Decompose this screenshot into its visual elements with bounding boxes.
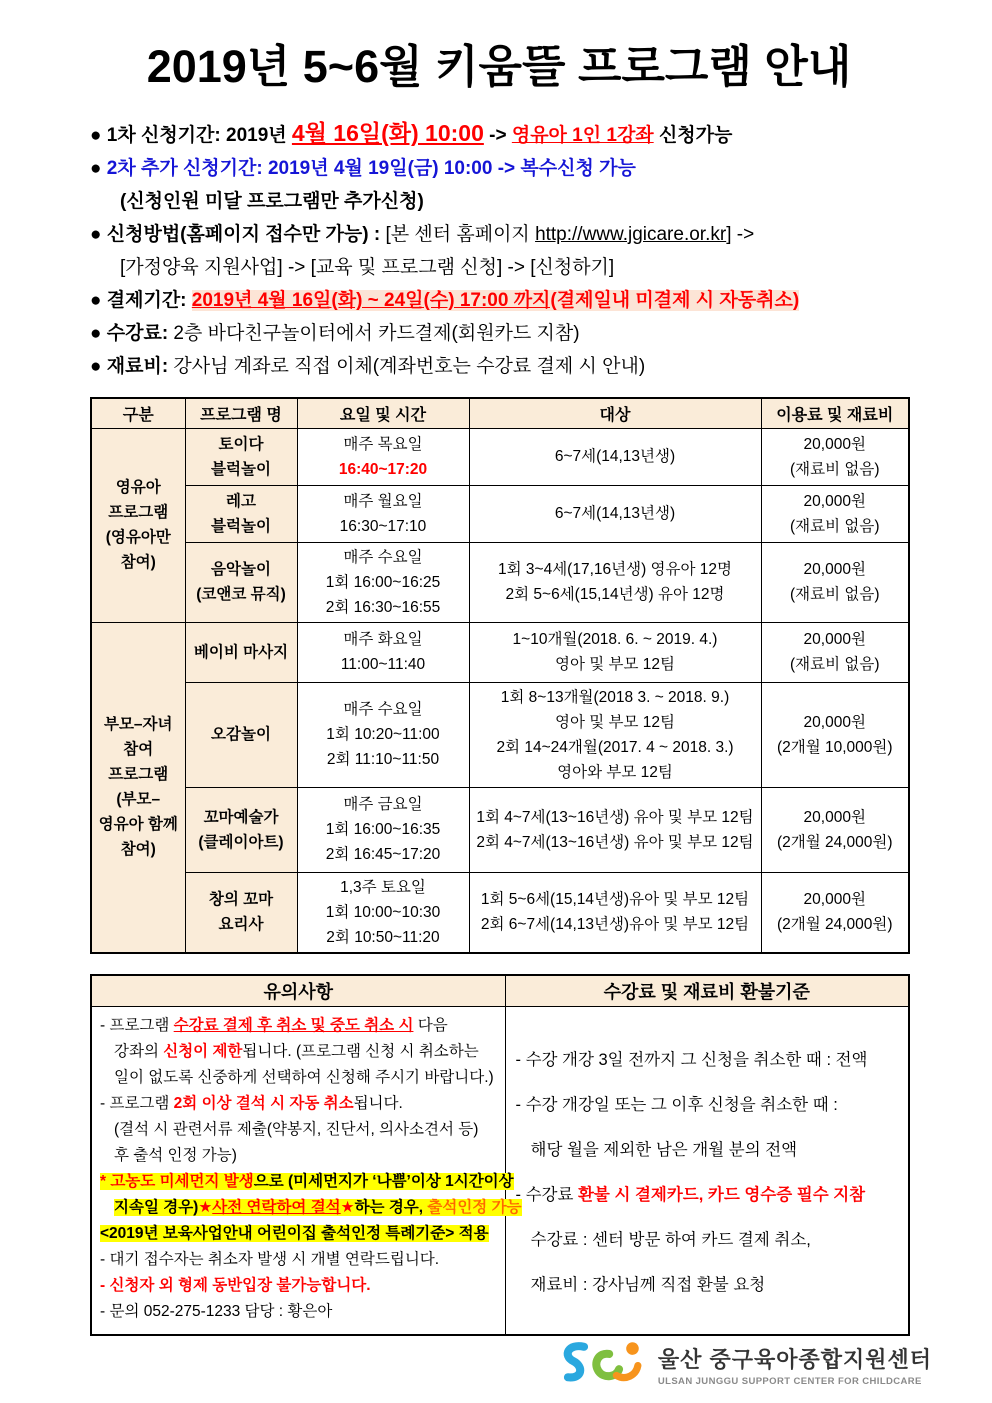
- notes-table: [90, 974, 910, 1336]
- text-segment: 됩니다. (프로그램 신청 시 취소하는: [242, 1043, 479, 1060]
- text-segment: 해당 월을 제외한 남은 개월 분의 전액: [530, 1141, 798, 1160]
- text-segment: 결제기간:: [106, 290, 192, 311]
- table-row: [91, 542, 909, 622]
- target-cell: [469, 787, 761, 872]
- text-segment: [가정양육 지원사업] -> [교육 및 프로그램 신청] -> [신청하기]: [120, 257, 615, 278]
- program-name-cell: [185, 485, 297, 542]
- text-segment: 지속일 경우): [114, 1199, 199, 1216]
- text-segment: 하는 경우,: [354, 1199, 428, 1216]
- cell-line: 영유아: [115, 479, 161, 496]
- text-segment: 수강료 : 센터 방문 하여 카드 결제 취소,: [530, 1231, 811, 1250]
- text-line: [516, 1173, 903, 1218]
- text-line: [90, 185, 908, 218]
- text-line: [100, 1117, 499, 1143]
- text-segment: 강좌의: [114, 1043, 164, 1060]
- fee-cell: [761, 682, 909, 787]
- schedule-cell: [297, 682, 469, 787]
- text-line: [100, 1247, 499, 1273]
- refund-text: [516, 1038, 903, 1308]
- header-category: 구분: [91, 398, 185, 428]
- text-segment: ●: [90, 158, 107, 179]
- cell-line: 블럭놀이: [211, 517, 271, 535]
- fee-cell: [761, 485, 909, 542]
- schedule-cell: [297, 428, 469, 485]
- header-target: 대상: [469, 398, 761, 428]
- cell-line: 2회 11:10~11:50: [326, 751, 440, 768]
- text-segment: - 프로그램: [100, 1095, 174, 1112]
- notes-cell: [91, 1007, 522, 1335]
- cell-line: 2회 4~7세(13~16년생) 유아 및 부모 12팀: [476, 833, 754, 851]
- text-line: [516, 1083, 903, 1128]
- cell-line: 오감놀이: [211, 726, 271, 743]
- text-line: [100, 1221, 499, 1247]
- group-cell: [91, 428, 185, 622]
- cell-line: 1~10개월(2018. 6. ~ 2019. 4.): [512, 631, 718, 648]
- fee-cell: [761, 428, 909, 485]
- text-segment: (결제일내 미결제 시 자동취소): [550, 290, 800, 311]
- schedule-cell: [297, 872, 469, 953]
- cell-line: 1회 16:00~16:25: [325, 573, 441, 591]
- cell-line: 요리사: [218, 916, 264, 933]
- text-segment: 수강료 결제 후 취소 및 중도 취소 시: [173, 1017, 414, 1034]
- text-segment: ●: [90, 224, 107, 245]
- fee-cell: [761, 872, 909, 953]
- program-name-cell: [185, 872, 297, 953]
- cell-line: (영유아만: [105, 529, 171, 546]
- cell-line: 20,000원: [803, 492, 866, 510]
- text-line: [516, 1128, 903, 1173]
- cell-line: 매주 금요일: [343, 796, 423, 813]
- text-segment: 2019년 4월 16일(화) ~ 24일(수) 17:00 까지: [191, 290, 551, 311]
- text-segment: ★: [340, 1199, 355, 1216]
- text-line: [100, 1143, 499, 1169]
- cell-line: (재료비 없음): [790, 586, 880, 603]
- text-line: [90, 218, 908, 251]
- text-segment: 으로 (미세먼지가 ‘나쁨’이상 1시간이상: [253, 1173, 514, 1190]
- text-line: [90, 117, 908, 152]
- cell-line: 20,000원: [803, 891, 866, 908]
- cell-line: 20,000원: [803, 713, 866, 731]
- cell-line: 창의 꼬마: [208, 891, 274, 908]
- cell-line: (2개월 24,000원): [776, 916, 893, 933]
- cell-line: 토이다: [218, 435, 264, 453]
- text-segment: 사전 연락하여 결석: [212, 1199, 341, 1216]
- text-line: [100, 1013, 499, 1039]
- cell-line: (재료비 없음): [790, 656, 880, 673]
- program-name-cell: [185, 542, 297, 622]
- cell-line: 음악놀이: [211, 561, 271, 578]
- cell-line: 매주 화요일: [343, 631, 423, 648]
- cell-line: 베이비 마사지: [193, 643, 289, 661]
- table-row: [91, 682, 909, 787]
- cell-line: 부모–자녀: [103, 716, 173, 733]
- schedule-cell: [297, 622, 469, 682]
- text-line: [90, 152, 908, 185]
- cell-line: 20,000원: [803, 631, 866, 648]
- text-segment: 재료비:: [106, 356, 169, 377]
- text-segment: ●: [90, 125, 107, 146]
- text-segment: ●: [90, 290, 107, 311]
- text-segment: <2019년 보육사업안내 어린이집 출석인정 특례기준> 적용: [100, 1225, 489, 1242]
- text-segment: ●: [90, 323, 107, 344]
- text-segment: - 대기 접수자는 취소자 발생 시 개별 연락드립니다.: [100, 1251, 440, 1268]
- text-segment: 재료비 : 강사님께 직접 환불 요청: [530, 1276, 766, 1295]
- table-row: [91, 622, 909, 682]
- text-segment: ->: [483, 125, 512, 146]
- table-row: [91, 428, 909, 485]
- target-cell: [469, 485, 761, 542]
- text-line: [516, 1263, 903, 1308]
- header-refund-policy: 수강료 및 재료비 환불기준: [505, 975, 909, 1007]
- cell-line: 1,3주 토요일: [340, 878, 426, 896]
- cell-line: 매주 목요일: [343, 435, 423, 453]
- program-table: [90, 397, 910, 954]
- header-fee: 이용료 및 재료비: [761, 398, 909, 428]
- refund-cell: [505, 1007, 909, 1335]
- text-segment: 후 출석 인정 가능): [114, 1147, 237, 1164]
- cell-line: 16:40~17:20: [338, 460, 428, 478]
- text-segment: 신청가능: [653, 125, 733, 146]
- program-name-cell: [185, 682, 297, 787]
- cell-line: 1회 8~13개월(2018 3. ~ 2018. 9.): [500, 688, 730, 706]
- program-table-header: [91, 398, 909, 428]
- fee-cell: [761, 622, 909, 682]
- text-segment: 신청이 제한: [163, 1043, 243, 1060]
- text-line: [90, 350, 908, 383]
- cell-line: 2회 6~7세(14,13년생)유아 및 부모 12팀: [480, 916, 750, 933]
- schedule-cell: [297, 787, 469, 872]
- text-line: [516, 1038, 903, 1083]
- text-segment: ] ->: [726, 224, 755, 245]
- header-day-time: 요일 및 시간: [297, 398, 469, 428]
- text-line: [90, 317, 908, 350]
- text-segment: 강사님 계좌로 직접 이체(계좌번호는 수강료 결제 시 안내): [168, 356, 646, 377]
- text-line: [100, 1039, 499, 1065]
- target-cell: [469, 682, 761, 787]
- cell-line: (재료비 없음): [790, 517, 880, 535]
- text-line: [100, 1195, 522, 1221]
- cell-line: 참여): [120, 841, 156, 858]
- cell-line: (코앤코 뮤직): [196, 586, 286, 603]
- header-notes: 유의사항: [91, 975, 505, 1007]
- org-logo-icon: [556, 1336, 648, 1393]
- cell-line: 1회 5~6세(15,14년생)유아 및 부모 12팀: [480, 891, 750, 908]
- header-program-name: 프로그램 명: [185, 398, 297, 428]
- cell-line: 6~7세(14,13년생): [554, 505, 676, 522]
- notice-bullets: [90, 117, 908, 383]
- program-table-body: [91, 428, 909, 953]
- cell-line: 2회 16:30~16:55: [325, 598, 441, 616]
- schedule-cell: [297, 485, 469, 542]
- document-title: 2019년 5~6월 키움뜰 프로그램 안내: [146, 41, 852, 92]
- table-row: [91, 872, 909, 953]
- cell-line: 영유아 함께: [98, 816, 178, 833]
- cell-line: 매주 월요일: [343, 492, 423, 510]
- target-cell: [469, 428, 761, 485]
- org-name-english: ULSAN JUNGGU SUPPORT CENTER FOR CHILDCARE: [657, 1375, 922, 1387]
- cell-line: 1회 10:00~10:30: [325, 903, 441, 921]
- cell-line: 영아 및 부모 12팀: [555, 656, 675, 673]
- text-segment: (결석 시 관련서류 제출(약봉지, 진단서, 의사소견서 등): [114, 1121, 479, 1138]
- cell-line: (2개월 24,000원): [776, 833, 893, 851]
- cell-line: 2회 16:45~17:20: [325, 846, 441, 863]
- group-cell: [91, 622, 185, 953]
- cell-line: 블럭놀이: [211, 460, 271, 478]
- org-name: [658, 1343, 932, 1387]
- text-segment: 2회 이상 결석 시 자동 취소: [173, 1095, 354, 1112]
- text-line: [516, 1218, 903, 1263]
- cell-line: 2회 14~24개월(2017. 4 ~ 2018. 3.): [496, 738, 734, 756]
- text-segment: 2019년: [220, 125, 292, 146]
- text-segment: 신청방법(홈페이지 접수만 가능) :: [106, 224, 386, 245]
- cell-line: 1회 16:00~16:35: [325, 821, 441, 838]
- footer: [556, 1336, 932, 1393]
- target-cell: [469, 542, 761, 622]
- text-segment: - 프로그램: [100, 1017, 174, 1034]
- cell-line: 매주 수요일: [343, 548, 423, 566]
- text-line: [100, 1273, 499, 1299]
- text-line: [100, 1169, 514, 1195]
- text-segment: http://www.jgicare.or.kr: [535, 224, 727, 245]
- text-segment: 일이 없도록 신중하게 선택하여 신청해 주시기 바랍니다.): [114, 1069, 494, 1086]
- text-segment: - 수강 개강일 또는 그 이후 신청을 취소한 때 :: [515, 1096, 838, 1115]
- text-segment: 영유아 1인 1강좌: [511, 125, 654, 146]
- text-segment: 2차 추가 신청기간: 2019년 4월 19일(금) 10:00 -> 복수신청 가능: [106, 158, 636, 179]
- cell-line: (부모–: [116, 791, 161, 808]
- cell-line: 6~7세(14,13년생): [554, 448, 676, 465]
- program-name-cell: [185, 428, 297, 485]
- text-segment: 수강료:: [106, 323, 169, 344]
- text-segment: 4월 16일(화) 10:00: [291, 120, 484, 146]
- cell-line: (재료비 없음): [790, 460, 880, 478]
- cell-line: 영아 및 부모 12팀: [555, 713, 675, 731]
- text-segment: - 수강료: [515, 1186, 578, 1205]
- cell-line: 참여: [123, 741, 154, 758]
- text-segment: ●: [90, 356, 107, 377]
- text-segment: 출석인정 가능: [427, 1199, 522, 1216]
- cell-line: 1회 4~7세(13~16년생) 유아 및 부모 12팀: [476, 808, 754, 826]
- text-line: [90, 251, 908, 284]
- schedule-cell: [297, 542, 469, 622]
- text-segment: - 문의 052-275-1233 담당 : 황은아: [100, 1303, 333, 1320]
- text-segment: (신청인원 미달 프로그램만 추가신청): [120, 191, 424, 212]
- text-line: [100, 1091, 499, 1117]
- text-segment: - 수강 개강 3일 전까지 그 신청을 취소한 때 : 전액: [515, 1051, 868, 1070]
- text-segment: - 신청자 외 형제 동반입장 불가능합니다.: [100, 1277, 371, 1294]
- text-segment: 됩니다.: [353, 1095, 403, 1112]
- org-name-korean: 울산 중구육아종합지원센터: [657, 1346, 932, 1372]
- target-cell: [469, 872, 761, 953]
- cell-line: 프로그램: [108, 766, 169, 783]
- table-row: [91, 787, 909, 872]
- cell-line: 20,000원: [803, 435, 866, 453]
- cell-line: 16:30~17:10: [339, 517, 427, 535]
- cell-line: (클레이아트): [198, 833, 284, 851]
- text-segment: * 고농도 미세먼지 발생: [100, 1173, 254, 1190]
- cell-line: 2회 10:50~11:20: [326, 928, 440, 946]
- cell-line: 1회 10:20~11:00: [326, 726, 440, 743]
- cell-line: 1회 3~4세(17,16년생) 영유아 12명: [498, 561, 732, 578]
- text-segment: 다음: [413, 1017, 448, 1034]
- program-name-cell: [185, 622, 297, 682]
- fee-cell: [761, 787, 909, 872]
- text-segment: 환불 시 결제카드, 카드 영수증 필수 지참: [577, 1186, 866, 1205]
- program-name-cell: [185, 787, 297, 872]
- text-segment: 2층 바다친구놀이터에서 카드결제(회원카드 지참): [168, 323, 580, 344]
- cell-line: 2회 5~6세(15,14년생) 유아 12명: [505, 586, 725, 603]
- fee-cell: [761, 542, 909, 622]
- text-line: [100, 1299, 499, 1325]
- cell-line: 영아와 부모 12팀: [557, 763, 673, 781]
- text-line: [90, 284, 908, 317]
- cell-line: (2개월 10,000원): [776, 738, 893, 756]
- cell-line: 매주 수요일: [343, 701, 423, 718]
- cell-line: 20,000원: [803, 808, 866, 826]
- text-segment: ★: [198, 1199, 213, 1216]
- text-segment: [본 센터 홈페이지: [385, 224, 536, 245]
- cell-line: 꼬마예술가: [203, 808, 279, 826]
- text-line: [100, 1065, 499, 1091]
- text-segment: 1차 신청기간:: [106, 125, 221, 146]
- notes-table-header: [91, 975, 909, 1007]
- cell-line: 레고: [226, 492, 256, 510]
- table-row: [91, 485, 909, 542]
- cell-line: 프로그램: [108, 504, 169, 521]
- cell-line: 20,000원: [803, 561, 866, 578]
- notes-text: [100, 1013, 522, 1325]
- cell-line: 11:00~11:40: [340, 656, 426, 673]
- target-cell: [469, 622, 761, 682]
- cell-line: 참여): [120, 554, 156, 571]
